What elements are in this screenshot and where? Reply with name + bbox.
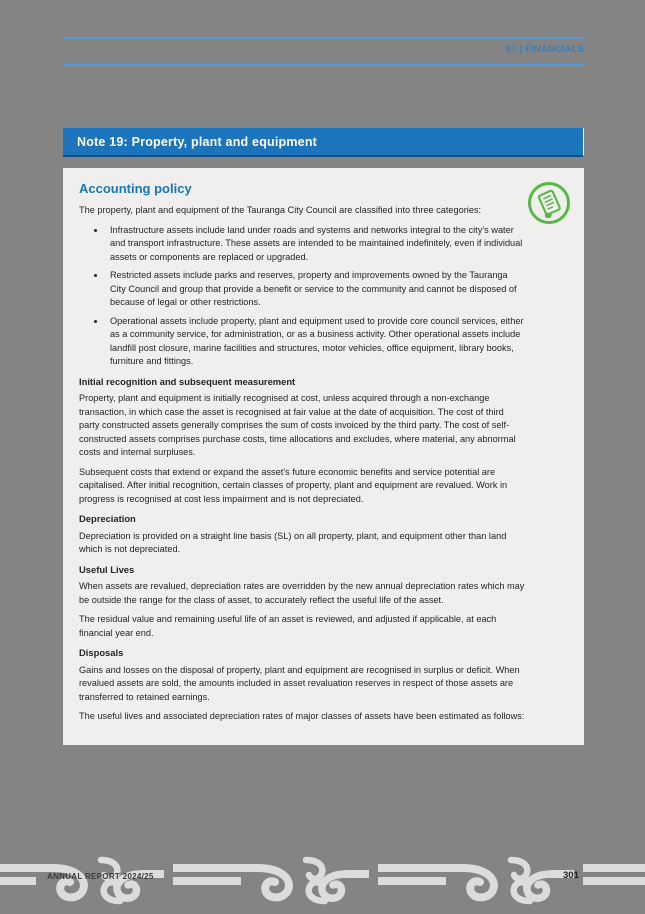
subsection-paragraph: When assets are revalued, depreciation rates are overridden by the new annual depreciation rates which may be outside the range for the class of asset, to accurately reflect the useful life of the asset. <box>79 581 525 605</box>
category-bullet: • Restricted assets include parks and reserves, property and improvements owned by the Tauranga City Council and group that provide a benefit or service to the community and cannot be disposed of because of legal or other restrictions. <box>106 269 525 310</box>
subsection-paragraph: The residual value and remaining useful life of an asset is reviewed, and adjusted if applicable, at each financial year end. <box>79 614 497 638</box>
accounting-ledger-icon <box>526 180 572 226</box>
subsection-paragraph: Gains and losses on the disposal of property, plant and equipment are recognised in surplus or deficit. When revalued assets are sold, the amounts included in asset revaluation reserves in respect of those assets are transferred to retained earnings. <box>79 664 520 702</box>
category-bullet-list <box>79 224 525 369</box>
note-title: Note 19: Property, plant and equipment <box>77 134 318 149</box>
subsection-heading: Useful Lives <box>79 563 135 575</box>
subsection-heading: Depreciation <box>79 513 136 524</box>
footer-page-number: 301 <box>563 870 579 881</box>
subsection-heading: Disposals <box>79 647 124 658</box>
policy-subsections <box>79 375 525 724</box>
subsection-paragraph: Property, plant and equipment is initially recognised at cost, unless acquired through a non-exchange transaction, in which case the asset is recognised at fair value at the date of acquisition. The cost of third party constructed assets generally comprises the sum of costs invoiced by the third party. The cost of self-constructed assets comprises purchase costs, time allocations and excludes, where material, any abnormal costs and internal surpluses. <box>79 393 516 457</box>
footer-report-label: ANNUAL REPORT 2024/25 <box>47 872 154 881</box>
category-bullet: • Infrastructure assets include land under roads and systems and networks integral to the city’s water and transport infrastructure. These assets are intended to be maintained indefinitely, even if individual assets or components are replaced or upgraded. <box>106 224 525 265</box>
header-rule-bottom <box>63 64 584 66</box>
intro-paragraph: The property, plant and equipment of the Tauranga City Council are classified into three categories: <box>79 205 482 215</box>
subsection-heading: Initial recognition and subsequent measurement <box>79 375 296 387</box>
category-bullet: • Operational assets include property, plant and equipment used to provide core council services, either as a community service, for administration, or as a business activity. Other operational assets include landfill post closure, marine facilities and structures, motor vehicles, office equipment, library books, furniture and fittings. <box>106 315 525 369</box>
section-header-label: 07 | FINANCIALS <box>505 44 584 54</box>
accounting-policy-title: Accounting policy <box>79 181 192 196</box>
subsection-paragraph: Subsequent costs that extend or expand the asset’s future economic benefits and service potential are capitalised. After initial recognition, certain classes of property, plant and equipment are revalued. Work in progress is recognised at cost less impairment and is not depreciated. <box>79 466 508 504</box>
subsection-paragraph: The useful lives and associated depreciation rates of major classes of assets have been estimated as follows: <box>79 711 525 721</box>
content-card <box>63 168 584 745</box>
note-banner <box>63 128 584 157</box>
subsection-paragraph: Depreciation is provided on a straight line basis (SL) on all property, plant, and equipment other than land which is not depreciated. <box>79 530 507 554</box>
header-rule-top <box>63 37 584 39</box>
